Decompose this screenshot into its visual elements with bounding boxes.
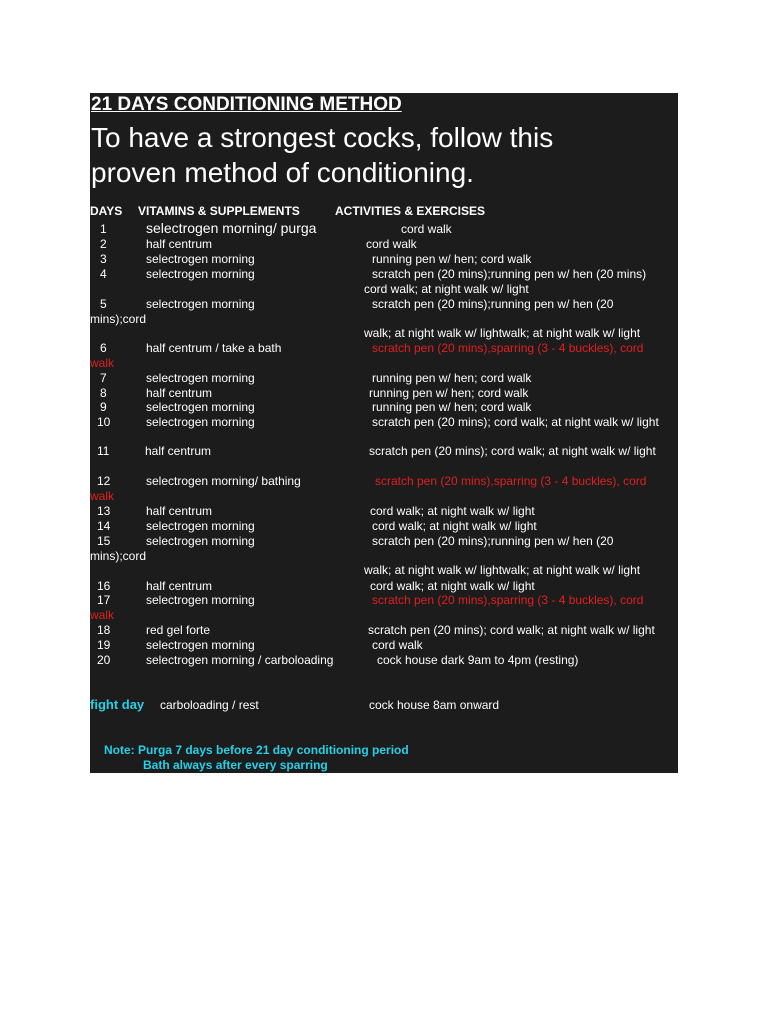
activity-cell: cord walk (401, 222, 452, 236)
intro-line-2: proven method of conditioning. (91, 157, 474, 188)
activity-continuation: cord walk; at night walk w/ light (364, 282, 529, 296)
document-heading: 21 DAYS CONDITIONING METHOD (91, 94, 402, 115)
vitamin-cell: selectrogen morning (146, 534, 255, 548)
vitamin-cell: half centrum (146, 579, 213, 593)
vitamin-cell: selectrogen morning (146, 400, 255, 414)
vitamin-cell: selectrogen morning/ bathing (146, 474, 301, 488)
vitamin-cell: half centrum (145, 444, 212, 458)
fight-day-activity: cock house 8am onward (369, 698, 500, 712)
day-number: 8 (100, 386, 107, 400)
day-number: 17 (97, 593, 111, 607)
activity-cell: scratch pen (20 mins); cord walk; at night walk w/ light (368, 623, 655, 637)
activity-wrap: mins);cord (90, 549, 147, 563)
day-number: 1 (100, 222, 107, 236)
day-number: 6 (100, 341, 107, 355)
day-number: 7 (100, 371, 107, 385)
activity-continuation: walk; at night walk w/ lightwalk; at night walk w/ light (364, 326, 641, 340)
day-number: 3 (100, 252, 107, 266)
note-line-2: Bath always after every sparring (143, 758, 328, 772)
note-line-1: Note: Purga 7 days before 21 day conditioning period (104, 743, 409, 757)
day-number: 15 (97, 534, 111, 548)
day-number: 5 (100, 297, 107, 311)
fight-day-vitamin: carboloading / rest (160, 698, 259, 712)
sparring-activity-cell: scratch pen (20 mins),sparring (3 - 4 buckles), cord (375, 474, 647, 488)
vitamin-cell: selectrogen morning (146, 252, 255, 266)
activity-cell: running pen w/ hen; cord walk (372, 252, 532, 266)
column-header-vitamins: VITAMINS & SUPPLEMENTS (138, 204, 300, 218)
day-number: 16 (97, 579, 111, 593)
activity-cell: cord walk; at night walk w/ light (370, 504, 535, 518)
activity-continuation: walk; at night walk w/ lightwalk; at night walk w/ light (364, 563, 641, 577)
day-number: 10 (97, 415, 111, 429)
day-number: 12 (97, 474, 111, 488)
activity-cell: running pen w/ hen; cord walk (372, 400, 532, 414)
day-number: 9 (100, 400, 107, 414)
activity-cell: cock house dark 9am to 4pm (resting) (377, 653, 579, 667)
activity-cell: running pen w/ hen; cord walk (372, 371, 532, 385)
activity-cell: scratch pen (20 mins); cord walk; at night walk w/ light (372, 415, 659, 429)
conditioning-document (90, 93, 678, 773)
sparring-activity-cell: scratch pen (20 mins),sparring (3 - 4 buckles), cord (372, 341, 644, 355)
vitamin-cell: selectrogen morning (146, 371, 255, 385)
sparring-activity-wrap: walk (90, 356, 115, 370)
activity-wrap: mins);cord (90, 312, 147, 326)
activity-cell: cord walk (372, 638, 423, 652)
sparring-activity-wrap: walk (90, 608, 115, 622)
vitamin-cell: half centrum (146, 504, 213, 518)
column-header-activities: ACTIVITIES & EXERCISES (335, 204, 486, 218)
vitamin-cell: half centrum (146, 237, 213, 251)
vitamin-cell: selectrogen morning / carboloading (146, 653, 334, 667)
day-number: 20 (97, 653, 111, 667)
day-number: 19 (97, 638, 111, 652)
activity-cell: scratch pen (20 mins); cord walk; at night walk w/ light (369, 444, 656, 458)
column-header-days: DAYS (90, 204, 123, 218)
day-number: 18 (97, 623, 111, 637)
vitamin-cell: selectrogen morning (146, 519, 255, 533)
activity-cell: scratch pen (20 mins);running pen w/ hen (20 (372, 534, 614, 548)
day-number: 2 (100, 237, 107, 251)
activity-cell: cord walk; at night walk w/ light (372, 519, 537, 533)
activity-cell: running pen w/ hen; cord walk (369, 386, 529, 400)
vitamin-cell: selectrogen morning/ purga (146, 220, 317, 236)
vitamin-cell: half centrum / take a bath (146, 341, 282, 355)
vitamin-cell: selectrogen morning (146, 267, 255, 281)
sparring-activity-wrap: walk (90, 489, 115, 503)
day-number: 11 (97, 444, 110, 458)
vitamin-cell: selectrogen morning (146, 297, 255, 311)
vitamin-cell: selectrogen morning (146, 415, 255, 429)
day-number: 13 (97, 504, 111, 518)
sparring-activity-cell: scratch pen (20 mins),sparring (3 - 4 buckles), cord (372, 593, 644, 607)
activity-cell: scratch pen (20 mins);running pen w/ hen (20 mins) (372, 267, 647, 281)
day-number: 4 (100, 267, 107, 281)
intro-line-1: To have a strongest cocks, follow this (91, 122, 554, 153)
vitamin-cell: selectrogen morning (146, 638, 255, 652)
activity-cell: scratch pen (20 mins);running pen w/ hen (20 (372, 297, 614, 311)
fight-day-label: fight day (90, 697, 145, 712)
activity-cell: cord walk; at night walk w/ light (370, 579, 535, 593)
vitamin-cell: half centrum (146, 386, 213, 400)
vitamin-cell: red gel forte (146, 623, 211, 637)
day-number: 14 (97, 519, 111, 533)
activity-cell: cord walk (366, 237, 417, 251)
vitamin-cell: selectrogen morning (146, 593, 255, 607)
